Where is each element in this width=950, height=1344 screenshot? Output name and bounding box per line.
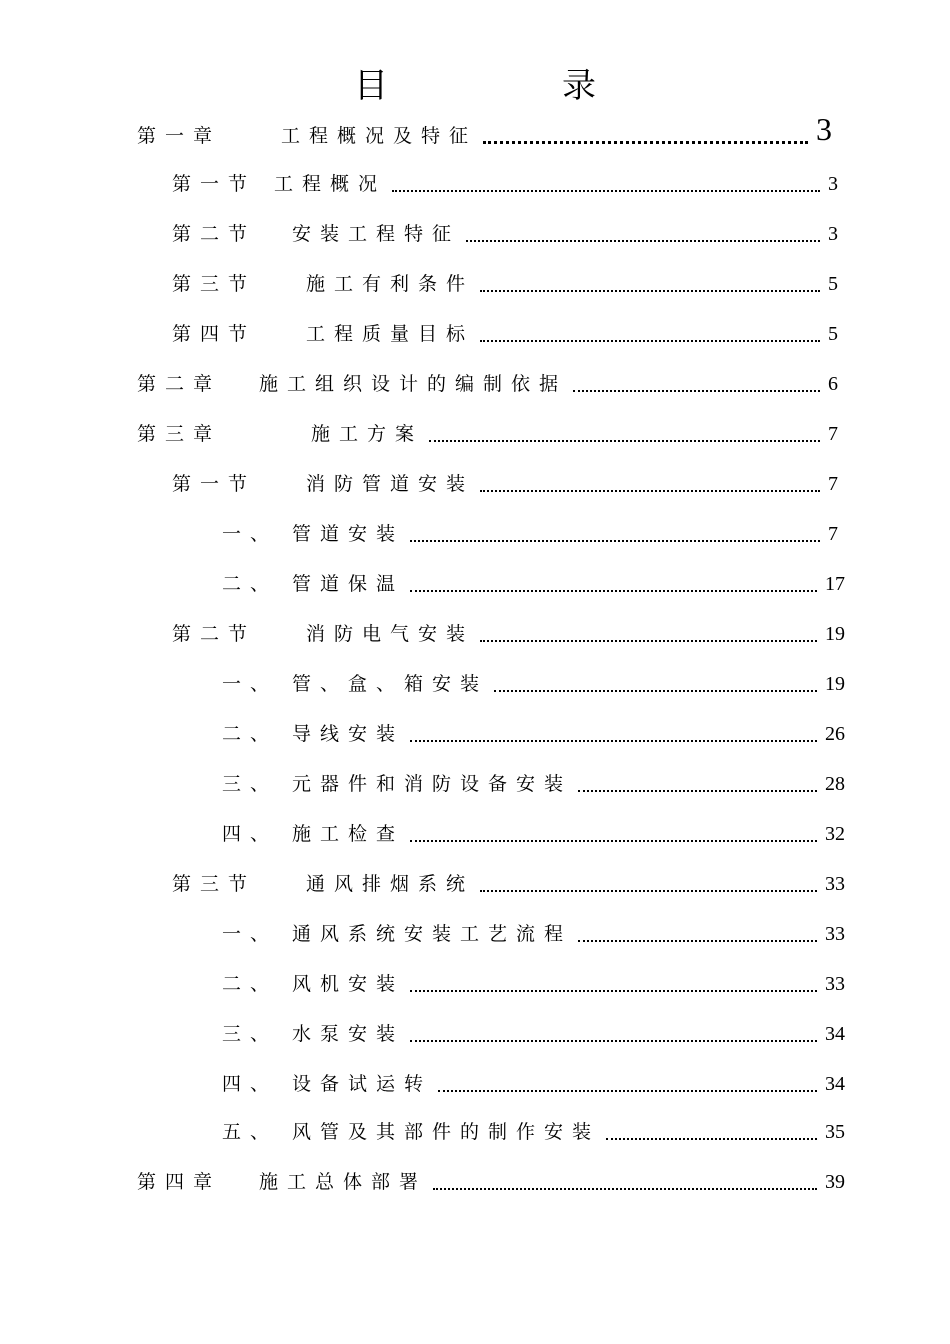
toc-entry[interactable] (222, 566, 845, 596)
toc-entry-label: 第一节 (172, 173, 257, 195)
toc-entry[interactable] (222, 1016, 845, 1046)
toc-entry-page-number: 3 (828, 223, 838, 245)
toc-entry[interactable] (137, 111, 832, 148)
toc-entry-page-number: 3 (828, 173, 838, 195)
toc-entry-title: 管道安装 (292, 523, 405, 545)
dot-leader (606, 1137, 817, 1140)
toc-entry-title: 风管及其部件的制作安装 (292, 1121, 601, 1143)
dot-leader (429, 439, 820, 442)
dot-leader (410, 589, 817, 592)
toc-entry[interactable] (172, 316, 838, 346)
toc-entry-page-number: 6 (828, 373, 838, 395)
toc-entry-page-number: 7 (828, 523, 838, 545)
toc-entry-label: 二、 (222, 973, 279, 995)
toc-entry-page-number: 19 (825, 623, 845, 645)
dot-leader (480, 639, 817, 642)
toc-entry-label: 第三节 (172, 873, 257, 895)
toc-entry-title: 风机安装 (292, 973, 405, 995)
toc-entry-label: 第一章 (137, 125, 222, 147)
dot-leader (410, 539, 820, 542)
toc-entry-title: 导线安装 (292, 723, 405, 745)
toc-entry-title: 施工组织设计的编制依据 (259, 373, 568, 395)
toc-entry-title: 施工总体部署 (259, 1171, 428, 1193)
toc-entry-title: 工程概况及特征 (281, 125, 478, 147)
toc-entry-label: 第二章 (137, 373, 222, 395)
dot-leader (410, 739, 817, 742)
dot-leader (480, 289, 820, 292)
toc-entry-page-number: 28 (825, 773, 845, 795)
toc-entry-page-number: 26 (825, 723, 845, 745)
toc-entry-page-number: 39 (825, 1171, 845, 1193)
dot-leader (433, 1187, 817, 1190)
toc-entry-title: 水泵安装 (292, 1023, 405, 1045)
dot-leader (410, 989, 817, 992)
toc-entry-label: 四、 (222, 1073, 279, 1095)
page-title: 目 录 (354, 66, 666, 106)
toc-entry[interactable] (137, 1164, 845, 1194)
toc-entry[interactable] (172, 266, 838, 296)
toc-entry-label: 第四章 (137, 1171, 222, 1193)
toc-entry-title: 工程质量目标 (306, 323, 475, 345)
dot-leader (392, 189, 820, 192)
toc-entry-title: 消防电气安装 (306, 623, 475, 645)
toc-entry-label: 一、 (222, 523, 279, 545)
dot-leader (410, 1039, 817, 1042)
toc-entry-page-number: 17 (825, 573, 845, 595)
toc-entry-label: 二、 (222, 573, 279, 595)
toc-entry[interactable] (172, 466, 838, 496)
toc-entry-label: 三、 (222, 773, 279, 795)
toc-entry-page-number: 7 (828, 473, 838, 495)
dot-leader (438, 1089, 817, 1092)
toc-entry-title: 施工检查 (292, 823, 405, 845)
toc-entry[interactable] (172, 616, 845, 646)
toc-entry-label: 第三节 (172, 273, 257, 295)
toc-entry-page-number: 33 (825, 973, 845, 995)
dot-leader (466, 239, 820, 242)
toc-entry-label: 二、 (222, 723, 279, 745)
toc-entry[interactable] (172, 866, 845, 896)
dot-leader (410, 839, 817, 842)
toc-entry[interactable] (222, 766, 845, 796)
toc-entry-page-number: 33 (825, 923, 845, 945)
toc-entry-page-number: 34 (825, 1023, 845, 1045)
toc-entry-page-number: 32 (825, 823, 845, 845)
toc-entry-title: 设备试运转 (292, 1073, 433, 1095)
toc-entry[interactable] (222, 716, 845, 746)
toc-entry[interactable] (222, 1114, 845, 1144)
dot-leader (578, 939, 817, 942)
toc-entry-page-number: 7 (828, 423, 838, 445)
toc-entry-title: 安装工程特征 (292, 223, 461, 245)
toc-entry-label: 一、 (222, 673, 279, 695)
toc-entry-page-number: 19 (825, 673, 845, 695)
toc-entry-title: 通风系统安装工艺流程 (292, 923, 573, 945)
dot-leader (480, 889, 817, 892)
toc-entry-label: 第三章 (137, 423, 222, 445)
toc-entry-page-number: 3 (816, 111, 832, 147)
toc-entry[interactable] (222, 916, 845, 946)
toc-entry-page-number: 33 (825, 873, 845, 895)
toc-entry-page-number: 35 (825, 1121, 845, 1143)
toc-entry[interactable] (172, 216, 838, 246)
toc-entry-title: 通风排烟系统 (306, 873, 475, 895)
toc-entry[interactable] (137, 416, 838, 446)
toc-entry-label: 第一节 (172, 473, 257, 495)
toc-entry-page-number: 34 (825, 1073, 845, 1095)
dot-leader (480, 339, 820, 342)
toc-entry[interactable] (172, 166, 838, 196)
dot-leader (573, 389, 820, 392)
toc-entry-label: 第四节 (172, 323, 257, 345)
dot-leader (494, 689, 817, 692)
toc-entry[interactable] (137, 366, 838, 396)
dot-leader (578, 789, 817, 792)
toc-entry-title: 工程概况 (274, 173, 387, 195)
toc-entry-page-number: 5 (828, 273, 838, 295)
toc-entry-label: 五、 (222, 1121, 279, 1143)
dot-leader (480, 489, 820, 492)
toc-entry-label: 一、 (222, 923, 279, 945)
toc-entry-label: 第二节 (172, 623, 257, 645)
dot-leader (483, 140, 808, 144)
toc-entry-title: 元器件和消防设备安装 (292, 773, 573, 795)
toc-entry[interactable] (222, 1066, 845, 1096)
toc-entry-title: 施工有利条件 (306, 273, 475, 295)
toc-entry-page-number: 5 (828, 323, 838, 345)
toc-entry-label: 四、 (222, 823, 279, 845)
toc-entry-title: 管道保温 (292, 573, 405, 595)
toc-entry-title: 施工方案 (311, 423, 424, 445)
toc-entry-title: 管、盒、箱安装 (292, 673, 489, 695)
toc-entry[interactable] (222, 966, 845, 996)
toc-entry-label: 第二节 (172, 223, 257, 245)
toc-entry[interactable] (222, 666, 845, 696)
toc-entry-label: 三、 (222, 1023, 279, 1045)
toc-entry-title: 消防管道安装 (306, 473, 475, 495)
toc-entry[interactable] (222, 516, 838, 546)
toc-entry[interactable] (222, 816, 845, 846)
